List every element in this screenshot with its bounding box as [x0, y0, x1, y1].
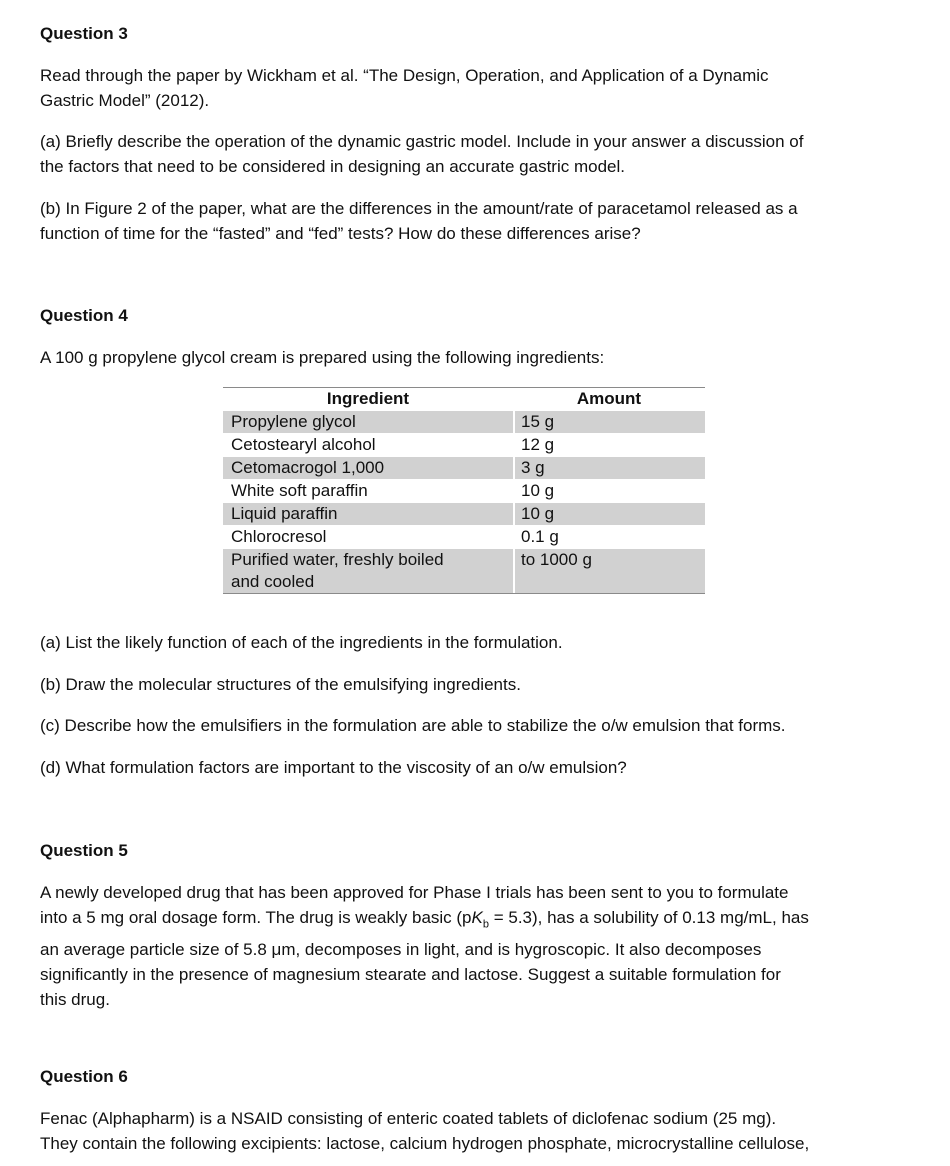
text-line: Purified water, freshly boiled — [231, 550, 444, 569]
text-span: = 5.3), has a solubility of 0.13 mg/mL, has — [488, 908, 809, 927]
question-4-part-d: (d) What formulation factors are important to the viscosity of an o/w emulsion? — [40, 758, 627, 777]
ingredient-cell: Cetomacrogol 1,000 — [223, 457, 515, 479]
text-line — [40, 905, 900, 937]
text-line: the factors that need to be considered in designing an accurate gastric model. — [40, 157, 625, 176]
table-row — [223, 479, 705, 502]
amount-cell: to 1000 g — [521, 550, 592, 569]
text-span: into a 5 mg oral dosage form. The drug is weakly basic (p — [40, 908, 472, 927]
question-4-part-a: (a) List the likely function of each of the ingredients in the formulation. — [40, 633, 563, 652]
text-line: this drug. — [40, 990, 110, 1010]
text-line: function of time for the “fasted” and “fed” tests? How do these differences arise? — [40, 224, 641, 243]
amount-cell: 12 g — [521, 435, 555, 454]
question-4-intro: A 100 g propylene glycol cream is prepared using the following ingredients: — [40, 348, 605, 367]
text-line: and cooled — [231, 572, 315, 591]
text-line: Read through the paper by Wickham et al. “The Design, Operation, and Application of a Dynamic — [40, 66, 769, 85]
table-row — [223, 525, 705, 548]
ingredients-table — [223, 387, 705, 594]
text-line: They contain the following excipients: lactose, calcium hydrogen phosphate, microcrystalline cellulose, — [40, 1134, 810, 1153]
question-5-title: Question 5 — [40, 841, 128, 860]
text-span: K — [471, 908, 483, 927]
question-5-body — [40, 880, 900, 1012]
amount-cell: 15 g — [521, 412, 555, 431]
ingredient-cell: Cetostearyl alcohol — [223, 434, 515, 456]
question-4-part-c: (c) Describe how the emulsifiers in the formulation are able to stabilize the o/w emulsion that forms. — [40, 716, 786, 735]
ingredient-cell: White soft paraffin — [223, 480, 515, 502]
amount-cell: 10 g — [521, 481, 555, 500]
text-line: Fenac (Alphapharm) is a NSAID consisting of enteric coated tablets of diclofenac sodium (25 mg). — [40, 1109, 777, 1128]
question-3-part-b — [40, 196, 900, 246]
text-span: b — [482, 918, 489, 931]
table-row — [223, 548, 705, 594]
question-4-part-b: (b) Draw the molecular structures of the emulsifying ingredients. — [40, 675, 521, 694]
ingredient-cell: Propylene glycol — [223, 411, 515, 433]
header-ingredient: Ingredient — [326, 389, 410, 408]
table-row — [223, 502, 705, 525]
question-3-intro — [40, 63, 900, 113]
table-row — [223, 456, 705, 479]
question-6-title: Question 6 — [40, 1067, 128, 1086]
question-3-title: Question 3 — [40, 24, 128, 43]
text-line: an average particle size of 5.8 μm, decomposes in light, and is hygroscopic. It also decomposes — [40, 940, 762, 960]
table-row — [223, 433, 705, 456]
ingredient-cell: Chlorocresol — [223, 526, 515, 548]
question-3-part-a — [40, 129, 900, 179]
text-line: Gastric Model” (2012). — [40, 91, 210, 110]
question-4-title: Question 4 — [40, 306, 128, 325]
amount-cell: 0.1 g — [521, 527, 559, 546]
table-row — [223, 410, 705, 433]
ingredient-cell: Liquid paraffin — [223, 503, 515, 525]
amount-cell: 3 g — [521, 458, 545, 477]
header-amount: Amount — [576, 389, 642, 408]
text-line: significantly in the presence of magnesium stearate and lactose. Suggest a suitable formulation for — [40, 965, 781, 985]
ingredient-cell — [223, 549, 515, 593]
text-line: (b) In Figure 2 of the paper, what are the differences in the amount/rate of paracetamol released as a — [40, 199, 798, 218]
amount-cell: 10 g — [521, 504, 555, 523]
text-line: A newly developed drug that has been approved for Phase I trials has been sent to you to formulate — [40, 883, 789, 902]
text-line: (a) Briefly describe the operation of the dynamic gastric model. Include in your answer a discussion of — [40, 132, 804, 151]
question-6-body — [40, 1106, 900, 1156]
table-header — [223, 388, 705, 410]
